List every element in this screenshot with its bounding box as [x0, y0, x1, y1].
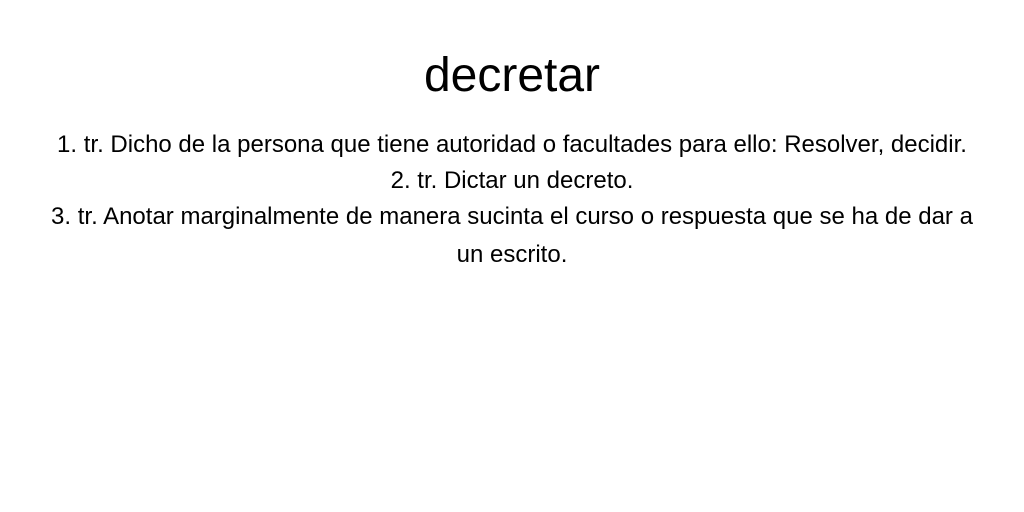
definition-item [50, 126, 974, 164]
entry-term: decretar [423, 49, 601, 102]
definition-item [50, 198, 974, 274]
definition-text: 3. tr. Anotar marginalmente de manera sucinta el curso o respuesta que se ha de dar a un escrito. [51, 203, 973, 268]
definition-list [50, 126, 974, 274]
definition-text: 1. tr. Dicho de la persona que tiene autoridad o facultades para ello: Resolver, decidir. [57, 131, 967, 158]
definition-item [50, 164, 974, 198]
definition-text: 2. tr. Dictar un decreto. [390, 167, 634, 194]
